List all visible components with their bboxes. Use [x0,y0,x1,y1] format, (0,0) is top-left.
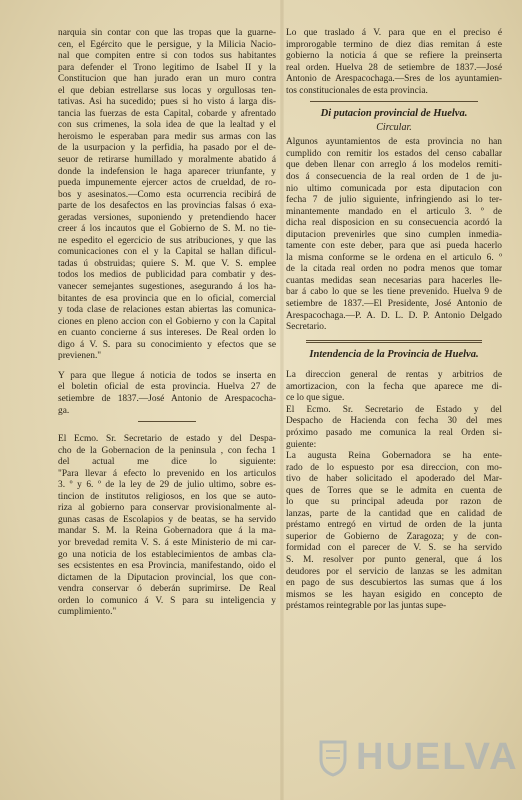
text-line: bos y asesinatos.—Como esta ocurrencia recibirá de [58,189,276,200]
left-paragraph-3 [58,434,276,619]
text-line: El Ecmo. Sr. Secretario de estado y del Despa- [58,434,276,445]
left-column [58,28,276,619]
text-line: ce lo que sigue. [286,393,345,404]
text-line: amortizacion, con la fecha que aparece me di- [286,381,502,392]
text-line: cumplimiento." [58,607,117,618]
text-line: yor brevedad remita V. S. á este Ministerio de mi car- [58,537,276,548]
text-line: dicha real disposicion en su consecuencia acordó la [286,218,502,229]
text-line: go una noticia de los establecimientos de ambas cla- [58,549,276,560]
text-line: ciones en pleno accion con el Gobierno y con la Capital [58,316,276,327]
text-line: ques de Torres que se le admita en cuenta de [286,485,502,496]
text-line: superior de Gobierno de Zaragoza; y de con- [286,531,502,542]
text-line: narquia sin contar con que las tropas que la guarne- [58,28,276,38]
text-line: préstamos reintegrable por las juntas supe- [286,601,447,612]
text-line: cumplido con remitir los estados del censo caballar [286,148,502,159]
text-line: con sus crimenes, la sola idea de que la lealtad y el [58,120,276,131]
text-line: setiembre de 1837.—El Presidente, José Antonio de [286,299,502,310]
text-line: el que debian estrellarse sus locas y orgullosas ten- [58,85,276,96]
text-line: tivo de haber solicitado el apoderado del Mar- [286,474,502,485]
text-line: para defender el Trono legitimo de Isabel II y la [58,62,276,73]
text-line: dos á consecuencia de la real orden de 1 de ju- [286,172,502,183]
section-subheading-circular: Circular. [376,121,412,133]
text-line: gunas casas de Escolapios y de beatas, se ha servido [58,514,276,525]
right-paragraph-4 [286,405,502,451]
text-line: creer á los incautos que el Gobierno de S. M. no tie- [58,224,276,235]
text-line: rado de lo espuesto por esa direccion, con mo- [286,462,502,473]
text-line: tos constitucionales de esta provincia. [286,85,428,96]
text-line: Algunos ayuntamientos de esta provincia no han [286,137,502,148]
text-line: minantemente mandado en el articulo 3. º de [286,206,502,217]
text-line: fecha 7 de julio siguiente, infringiendo asi lo ter- [286,195,502,206]
text-line: digo á V. S. para su conocimiento y efectos que se [58,339,276,350]
text-line: nio ultimo comunicada por esta diputacion con [286,183,502,194]
text-line: dictamen de la Diputacion provincial, los que con- [58,572,276,583]
right-paragraph-3 [286,370,502,405]
text-line: vanecer semejantes sugestiones, asegurando á los ha- [58,282,276,293]
text-line: pueda impunemente ejercer actos de crueldad, de ro- [58,178,276,189]
text-line: mandar S. M. la Reina Gobernadora que á la ma- [58,526,276,537]
text-line: gobierno la noticia á que se refiere la preinserta [286,51,502,62]
text-line: "Para llevar á efecto lo prevenido en los articulos [58,468,276,479]
text-line: mismos se les hayan esigido en concepto de [286,589,502,600]
watermark-text: HUELVA [356,736,519,778]
text-line: S. M. resolver por punto general, que á los [286,554,502,565]
text-line: lanzas, parte de la cantidad que en calidad de [286,508,502,519]
text-line: ne espedito el egercicio de sus atribuciones, y que las [58,235,276,246]
text-line: ses ecsistentes en esa Provincia, manifestando, oido el [58,561,276,572]
text-line: ga. [58,405,70,416]
text-line: donde la indefension le haga aparecer triunfante, y [58,166,276,177]
right-paragraph-2 [286,137,502,333]
text-line: deudores por el servicio de lanzas se les admitan [286,566,502,577]
right-column [286,28,502,613]
text-line: de la usurpacion y la perfidia, ha pasado por el de- [58,143,276,154]
section-divider [138,421,196,422]
text-line: orden lo comunico á V. S para su inteligencia y [58,595,276,606]
right-paragraph-5 [286,451,502,613]
text-line: tincion de institutos religiosos, en los que se auto- [58,491,276,502]
text-line: bitantes de esa provincia que en lo oficial, comercial [58,293,276,304]
page-fold [280,0,284,800]
archive-watermark [318,736,519,779]
shield-icon [318,739,348,777]
text-line: La augusta Reina Gobernadora se ha ente- [286,451,502,462]
text-line: comunicaciones con el y la Capital se hallan dificul- [58,247,276,258]
text-line: próximo pasado me comunica la real Orden si- [286,427,502,438]
left-paragraph-1 [58,28,276,363]
text-line: Antonio de Arespacochaga.—Sres de los ayuntamien- [286,74,502,85]
text-line: La direccion general de rentas y arbitrios de [286,370,502,381]
text-line: real orden. Huelva 28 de setiembre de 1837.—José [286,62,502,73]
text-line: geradas versiones, suponiendo y pretendiendo hacer [58,212,276,223]
section-heading-intendencia: Intendencia de la Provincia de Huelva. [309,348,479,360]
text-line: y toda clase de relaciones estan abiertas las comunica- [58,305,276,316]
text-line: tativas. Asi ha sucedido; pues si ho visto á larga dis- [58,97,276,108]
left-paragraph-2 [58,371,276,417]
text-line: riza al gobierno para conservar provisionalmente al- [58,503,276,514]
right-paragraph-1 [286,28,502,97]
text-line: lo que su principal adeuda por razon de [286,497,502,508]
text-line: Arespacochaga.—P. A. D. L. D. P. Antonio Delgado [286,310,502,321]
text-line: tadas ú obstruidas; quiere S. M. que V. S. emplee [58,258,276,269]
text-line: cuantas medidas sean necesarias para hacerles lle- [286,275,502,286]
text-line: tamente con este deber, para que asi pueda hacerlo [286,241,502,252]
text-line: bar á cabo lo que se les tiene prevenido. Huelva 9 de [286,287,502,298]
text-line: 3. º y 6. º de la ley de 29 de julio ultimo, sobre es- [58,480,276,491]
text-line: previenen." [58,351,102,362]
text-line: diputacion prevenirles que sino cumplen inmedia- [286,229,502,240]
text-line: que deben llenar con arreglo á los modelos remiti- [286,160,502,171]
text-line: préstamo entregó en virtud de orden de la junta [286,520,502,531]
section-heading-diputacion: Di putacion provincial de Huelva. [320,108,468,120]
text-line: el boletin oficial de esta provincia. Huelva 27 de [58,382,276,393]
text-line: la misma conforme se le ordena en el articulo 6. º [286,252,502,263]
text-line: guiente: [286,439,317,450]
text-line: El Ecmo. Sr. Secretario de Estado y del [286,404,502,415]
text-line: cho de la Gobernacion de la peninsula , con fecha 1 [58,445,276,456]
text-line: en cuanto concierne á sus intereses. De Real orden lo [58,328,276,339]
text-line: heroismo le esperaban para medir sus armas con las [58,131,276,142]
text-line: nal que compiten entre si con todos sus habitantes [58,51,276,62]
section-divider [310,101,478,102]
text-line: todos los medios de publicidad para combatir y des- [58,270,276,281]
text-line: del actual me dice lo siguiente: [58,457,276,468]
text-line: Constitucion que han jurado eran un muro contra [58,74,276,85]
text-line: de la citada real orden no podra menos que tomar [286,264,502,275]
text-line: Despacho de Hacienda con fecha 30 del mes [286,416,502,427]
text-line: cen, el Egército que le persigue, y la Milicia Nacio- [58,39,276,50]
text-line: Secretario. [286,322,327,333]
text-line: formidad con el parecer de V. S. se ha servido [286,543,502,554]
section-divider [306,340,482,343]
text-line: Y para que llegue á noticia de todos se inserta en [58,370,276,381]
text-line: seuor de retirarse humillado y moralmente abatido á [58,155,276,166]
text-line: setiembre de 1837.—José Antonio de Arespacocha- [58,393,276,404]
text-line: tancia las fuerzas de esta Capital, cobarde y afrentado [58,108,276,119]
text-line: vendra conservar ó deberán suprimirse. De Real [58,584,276,595]
text-line: parte de los desafectos en las provincias falsas ó exa- [58,201,276,212]
text-line: improrogable termino de diez dias remitan á este [286,39,502,50]
text-line: Lo que traslado á V. para que en el preciso é [286,28,502,38]
text-line: en pago de sus descubiertos las sumas que á los [286,578,502,589]
